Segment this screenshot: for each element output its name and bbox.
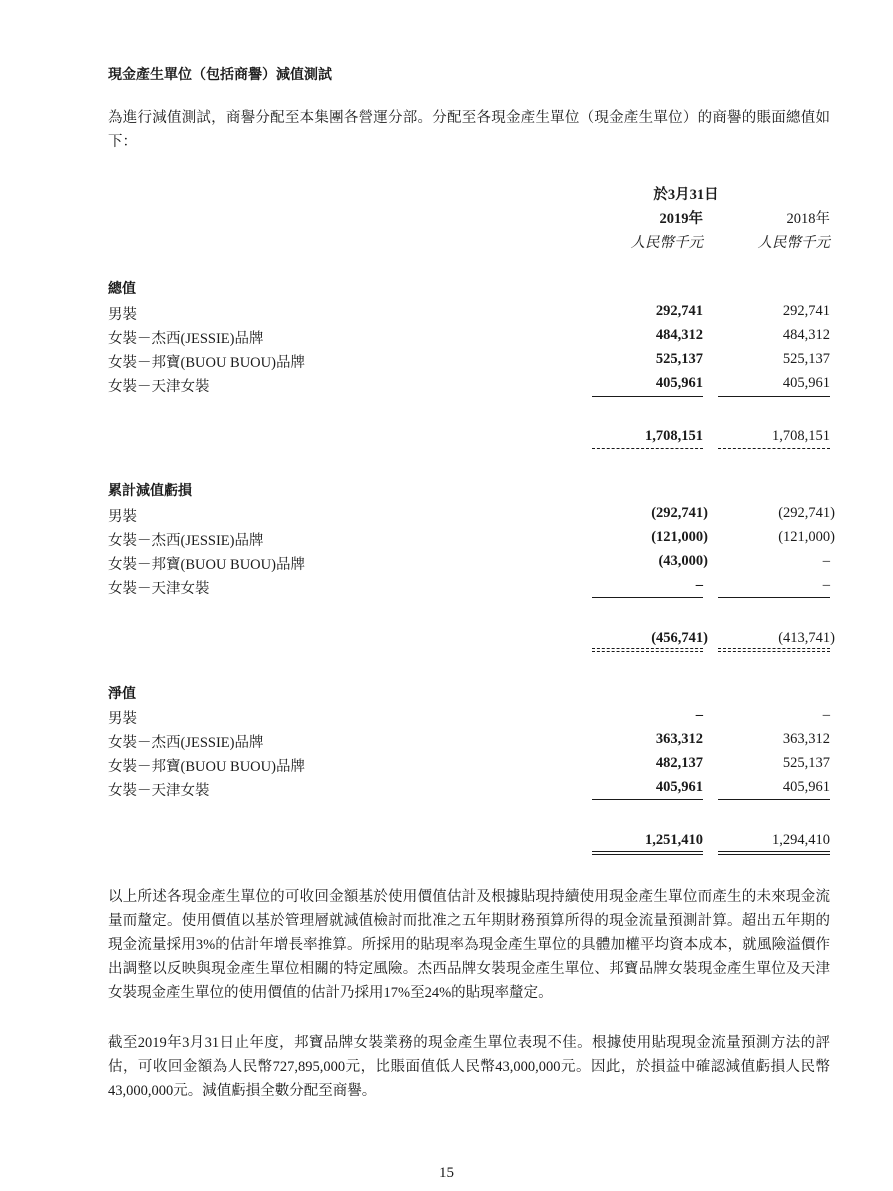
subtotal-rule: [718, 597, 830, 598]
total-dashed-rule: [718, 448, 830, 449]
table-row-label: 男裝: [108, 711, 137, 727]
table-cell-2019: 482,137: [655, 755, 703, 771]
table-row-label: 女裝－邦寶(BUOU BUOU)品牌: [108, 557, 305, 573]
unit-2018-header: 人民幣千元: [757, 235, 830, 251]
total-dashed-rule: [718, 648, 830, 649]
table-cell-2018: 525,137: [782, 755, 830, 771]
table-row-label: 男裝: [108, 509, 137, 525]
table-cell-2019: 292,741: [655, 303, 703, 319]
table-cell-2018: 405,961: [782, 779, 830, 795]
table-cell-2018: 525,137: [782, 351, 830, 367]
table-cell-2019: 525,137: [655, 351, 703, 367]
year-2019-header: 2019年: [659, 211, 703, 227]
table-cell-2018: –: [822, 707, 830, 723]
table-cell-2018: –: [822, 577, 830, 593]
subtotal-rule: [718, 396, 830, 397]
total-dashed-rule: [718, 651, 830, 652]
total-dashed-rule: [592, 648, 703, 649]
table-cell-2019: 484,312: [655, 327, 703, 343]
table-row-label: 女裝－天津女裝: [108, 581, 210, 597]
period-header: 於3月31日: [653, 187, 719, 203]
unit-2019-header: 人民幣千元: [630, 235, 703, 251]
intro-paragraph: 為進行減值測試，商譽分配至本集團各營運分部。分配至各現金產生單位（現金產生單位）的商譽的賬面總值如下：: [108, 110, 830, 150]
total-2019: 1,251,410: [645, 832, 703, 848]
subtotal-rule: [592, 597, 703, 598]
total-2018: (413,741): [778, 630, 835, 646]
subtotal-rule: [718, 799, 830, 800]
subtotal-rule: [592, 799, 703, 800]
table-row-label: 女裝－邦寶(BUOU BUOU)品牌: [108, 759, 305, 775]
table-row-label: 女裝－天津女裝: [108, 379, 210, 395]
table-cell-2019: (121,000): [651, 529, 708, 545]
table-cell-2019: (292,741): [651, 505, 708, 521]
total-double-rule: [718, 851, 830, 855]
year-2018-header: 2018年: [786, 211, 830, 227]
table-row-label: 女裝－杰西(JESSIE)品牌: [108, 735, 264, 751]
page-number: 15: [439, 1165, 454, 1181]
table-row-label: 女裝－杰西(JESSIE)品牌: [108, 533, 264, 549]
table-cell-2018: (292,741): [778, 505, 835, 521]
table-cell-2019: 405,961: [655, 375, 703, 391]
table-cell-2018: 363,312: [782, 731, 830, 747]
table-row-label: 男裝: [108, 307, 137, 323]
table-cell-2018: –: [822, 553, 830, 569]
table-row-label: 女裝－杰西(JESSIE)品牌: [108, 331, 264, 347]
section-title-impairment: 累計減值虧損: [108, 483, 192, 499]
total-2019: (456,741): [651, 630, 708, 646]
total-2019: 1,708,151: [645, 428, 703, 444]
table-cell-2019: 363,312: [655, 731, 703, 747]
table-cell-2019: –: [695, 577, 703, 593]
table-cell-2018: 405,961: [782, 375, 830, 391]
table-row-label: 女裝－天津女裝: [108, 783, 210, 799]
table-row-label: 女裝－邦寶(BUOU BUOU)品牌: [108, 355, 305, 371]
total-dashed-rule: [592, 448, 703, 449]
total-2018: 1,708,151: [772, 428, 830, 444]
body-paragraph-2: 截至2019年3月31日止年度，邦寶品牌女裝業務的現金產生單位表現不佳。根據使用貼現現金流量預測方法的評估，可收回金額為人民幣727,895,000元，比賬面值低人民幣43,000,000元。因此，於損益中確認減值虧損人民幣43,000,000元。減值虧損全數分配至商譽。: [108, 1035, 830, 1099]
body-paragraph-1: 以上所述各現金產生單位的可收回金額基於使用價值估計及根據貼現持續使用現金產生單位而產生的未來現金流量而釐定。使用價值以基於管理層就減值檢討而批准之五年期財務預算所得的現金流量預測計算。超出五年期的現金流量採用3%的估計年增長率推算。所採用的貼現率為現金產生單位的具體加權平均資本成本，就風險溢價作出調整以反映與現金產生單位相關的特定風險。杰西品牌女裝現金產生單位、邦寶品牌女裝現金產生單位及天津女裝現金產生單位的使用價值的估計乃採用17%至24%的貼現率釐定。: [108, 889, 830, 1001]
total-2018: 1,294,410: [772, 832, 830, 848]
table-cell-2019: (43,000): [658, 553, 708, 569]
table-cell-2019: 405,961: [655, 779, 703, 795]
section-title-net: 淨值: [108, 686, 136, 702]
subtotal-rule: [592, 396, 703, 397]
table-cell-2018: 484,312: [782, 327, 830, 343]
table-cell-2019: –: [695, 707, 703, 723]
total-dashed-rule: [592, 651, 703, 652]
section-heading: 現金產生單位（包括商譽）減值測試: [108, 67, 332, 83]
section-title-gross: 總值: [108, 281, 136, 297]
table-cell-2018: (121,000): [778, 529, 835, 545]
table-cell-2018: 292,741: [782, 303, 830, 319]
total-double-rule: [592, 851, 703, 855]
